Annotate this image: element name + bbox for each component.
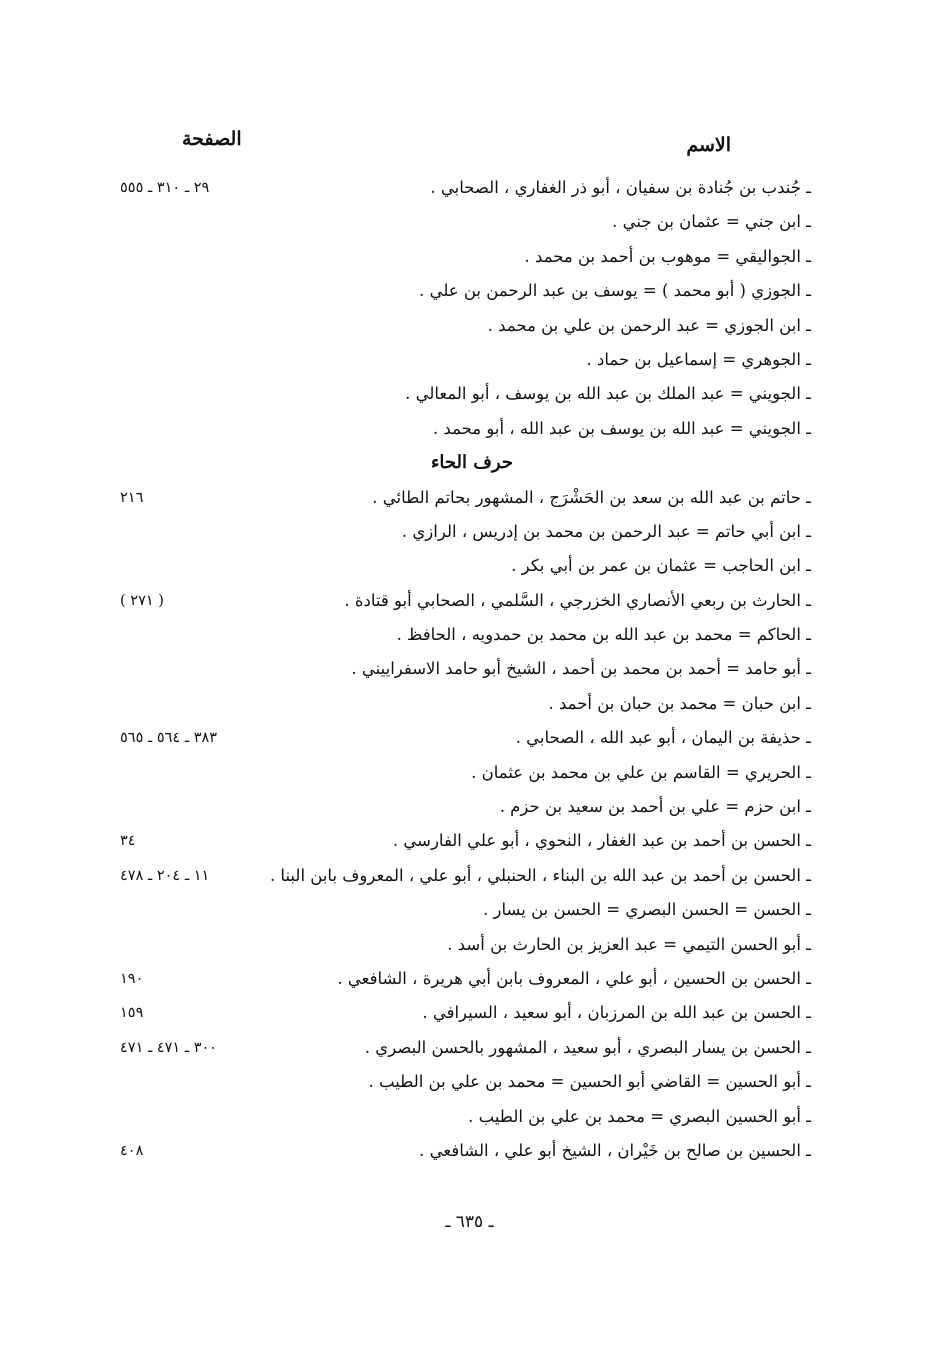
index-entry	[0, 585, 939, 619]
index-entry	[0, 550, 939, 584]
entry-name: ـ الجوهري = إسماعيل بن حماد .	[586, 349, 811, 369]
entry-pages: ٤٠٨	[120, 1142, 144, 1159]
index-entry	[0, 482, 939, 516]
index-entry	[0, 860, 939, 894]
entry-name: ـ حاتم بن عبد الله بن سعد بن الحَشْرَج ، المشهور بحاتم الطائي .	[372, 487, 811, 507]
entry-name: ـ جُندب بن جُنادة بن سفيان ، أبو ذر الغفاري ، الصحابي .	[430, 178, 811, 197]
entry-pages: ( ٢٧١ )	[120, 592, 164, 609]
index-entry	[0, 310, 939, 344]
entry-name: ـ أبو حامد = أحمد بن محمد بن أحمد ، الشيخ أبو حامد الاسفراييني .	[351, 659, 811, 679]
index-entry	[0, 1032, 939, 1066]
index-entry	[0, 516, 939, 550]
index-entry	[0, 378, 939, 412]
entry-name: ـ ابن الحاجب = عثمان بن عمر بن أبي بكر .	[511, 556, 811, 576]
entry-name: ـ الحسن بن عبد الله بن المرزبان ، أبو سعيد ، السيرافي .	[422, 1003, 811, 1023]
entry-name: ـ أبو الحسن التيمي = عبد العزيز بن الحارث بن أسد .	[447, 934, 811, 954]
name-column-header: الاسم	[686, 134, 731, 156]
index-entry	[0, 894, 939, 928]
entry-name: ـ الجويني = عبد الله بن يوسف بن عبد الله ، أبو محمد .	[432, 418, 811, 438]
entry-name: ـ ابن حبان = محمد بن حبان بن أحمد .	[548, 693, 811, 713]
entry-name: ـ ابن أبي حاتم = عبد الرحمن بن محمد بن إدريس ، الرازي .	[401, 521, 811, 541]
page-number: ـ ٦٣٥ ـ	[445, 1212, 494, 1232]
entry-name: ـ حذيفة بن اليمان ، أبو عبد الله ، الصحابي .	[515, 728, 811, 748]
entry-name: ـ الحسن = الحسن البصري = الحسن بن يسار .	[483, 900, 811, 920]
entry-name: ـ الحسن بن يسار البصري ، أبو سعيد ، المشهور بالحسن البصري .	[364, 1037, 811, 1057]
entry-name: ـ ابن حزم = علي بن أحمد بن سعيد بن حزم .	[499, 797, 811, 817]
entry-name: ـ الحارث بن ربعي الأنصاري الخزرجي ، السَّلمي ، الصحابي أبو قتادة .	[344, 590, 811, 610]
entry-name: ـ الحسين بن صالح بن خَيْران ، الشيخ أبو علي ، الشافعي .	[419, 1140, 811, 1160]
entry-name: ـ ابن الجوزي = عبد الرحمن بن علي بن محمد .	[487, 315, 811, 335]
index-entry	[0, 1135, 939, 1169]
entry-pages: ٢٩ ـ ٣١٠ ـ ٥٥٥	[120, 180, 210, 196]
entry-name: ـ الحسن بن أحمد بن عبد الغفار ، النحوي ، أبو علي الفارسي .	[392, 831, 811, 851]
entry-name: ـ الجويني = عبد الملك بن عبد الله بن يوسف ، أبو المعالي .	[405, 384, 811, 404]
entry-pages: ٣٠٠ ـ ٤٧١ ـ ٤٧١	[120, 1039, 218, 1056]
entry-pages: ١١ ـ ٢٠٤ ـ ٤٧٨	[120, 867, 210, 884]
index-entries	[0, 172, 939, 1169]
section-heading	[0, 447, 939, 481]
entry-pages: ٣٨٣ ـ ٥٦٤ ـ ٥٦٥	[120, 730, 218, 747]
index-entry	[0, 172, 939, 206]
index-entry	[0, 619, 939, 653]
index-entry	[0, 791, 939, 825]
index-entry	[0, 825, 939, 859]
index-entry	[0, 722, 939, 756]
index-entry	[0, 1101, 939, 1135]
entry-name: ـ أبو الحسين = القاضي أبو الحسين = محمد بن علي بن الطيب .	[368, 1072, 811, 1092]
entry-name: ـ الحسن بن أحمد بن عبد الله بن البناء ، الحنبلي ، أبو علي ، المعروف بابن البنا .	[269, 865, 811, 885]
index-entry	[0, 653, 939, 687]
index-entry	[0, 688, 939, 722]
entry-name: ـ ابن جني = عثمان بن جني .	[612, 212, 811, 232]
index-entry	[0, 997, 939, 1031]
entry-name: ـ أبو الحسين البصري = محمد بن علي بن الطيب .	[468, 1106, 811, 1126]
page-column-header: الصفحة	[182, 128, 242, 150]
index-entry	[0, 757, 939, 791]
entry-name: ـ الحاكم = محمد بن عبد الله بن محمد بن حمدويه ، الحافظ .	[396, 625, 811, 645]
entry-name: ـ الحريري = القاسم بن علي بن محمد بن عثمان .	[471, 762, 811, 782]
entry-name: ـ الجوزي ( أبو محمد ) = يوسف بن عبد الرحمن بن علي .	[419, 281, 811, 301]
entry-pages: ١٥٩	[120, 1005, 144, 1022]
entry-pages: ٢١٦	[120, 489, 144, 506]
entry-pages: ١٩٠	[120, 970, 144, 987]
entry-name: ـ الجواليقي = موهوب بن أحمد بن محمد .	[524, 246, 811, 266]
index-entry	[0, 206, 939, 240]
index-entry	[0, 275, 939, 309]
entry-name: ـ الحسن بن الحسين ، أبو علي ، المعروف بابن أبي هريرة ، الشافعي .	[337, 968, 811, 988]
index-entry	[0, 413, 939, 447]
index-entry	[0, 963, 939, 997]
index-entry	[0, 241, 939, 275]
index-entry	[0, 1066, 939, 1100]
index-entry	[0, 929, 939, 963]
entry-pages: ٣٤	[120, 833, 136, 850]
index-entry	[0, 344, 939, 378]
section-title: حرف الحاء	[430, 452, 513, 474]
